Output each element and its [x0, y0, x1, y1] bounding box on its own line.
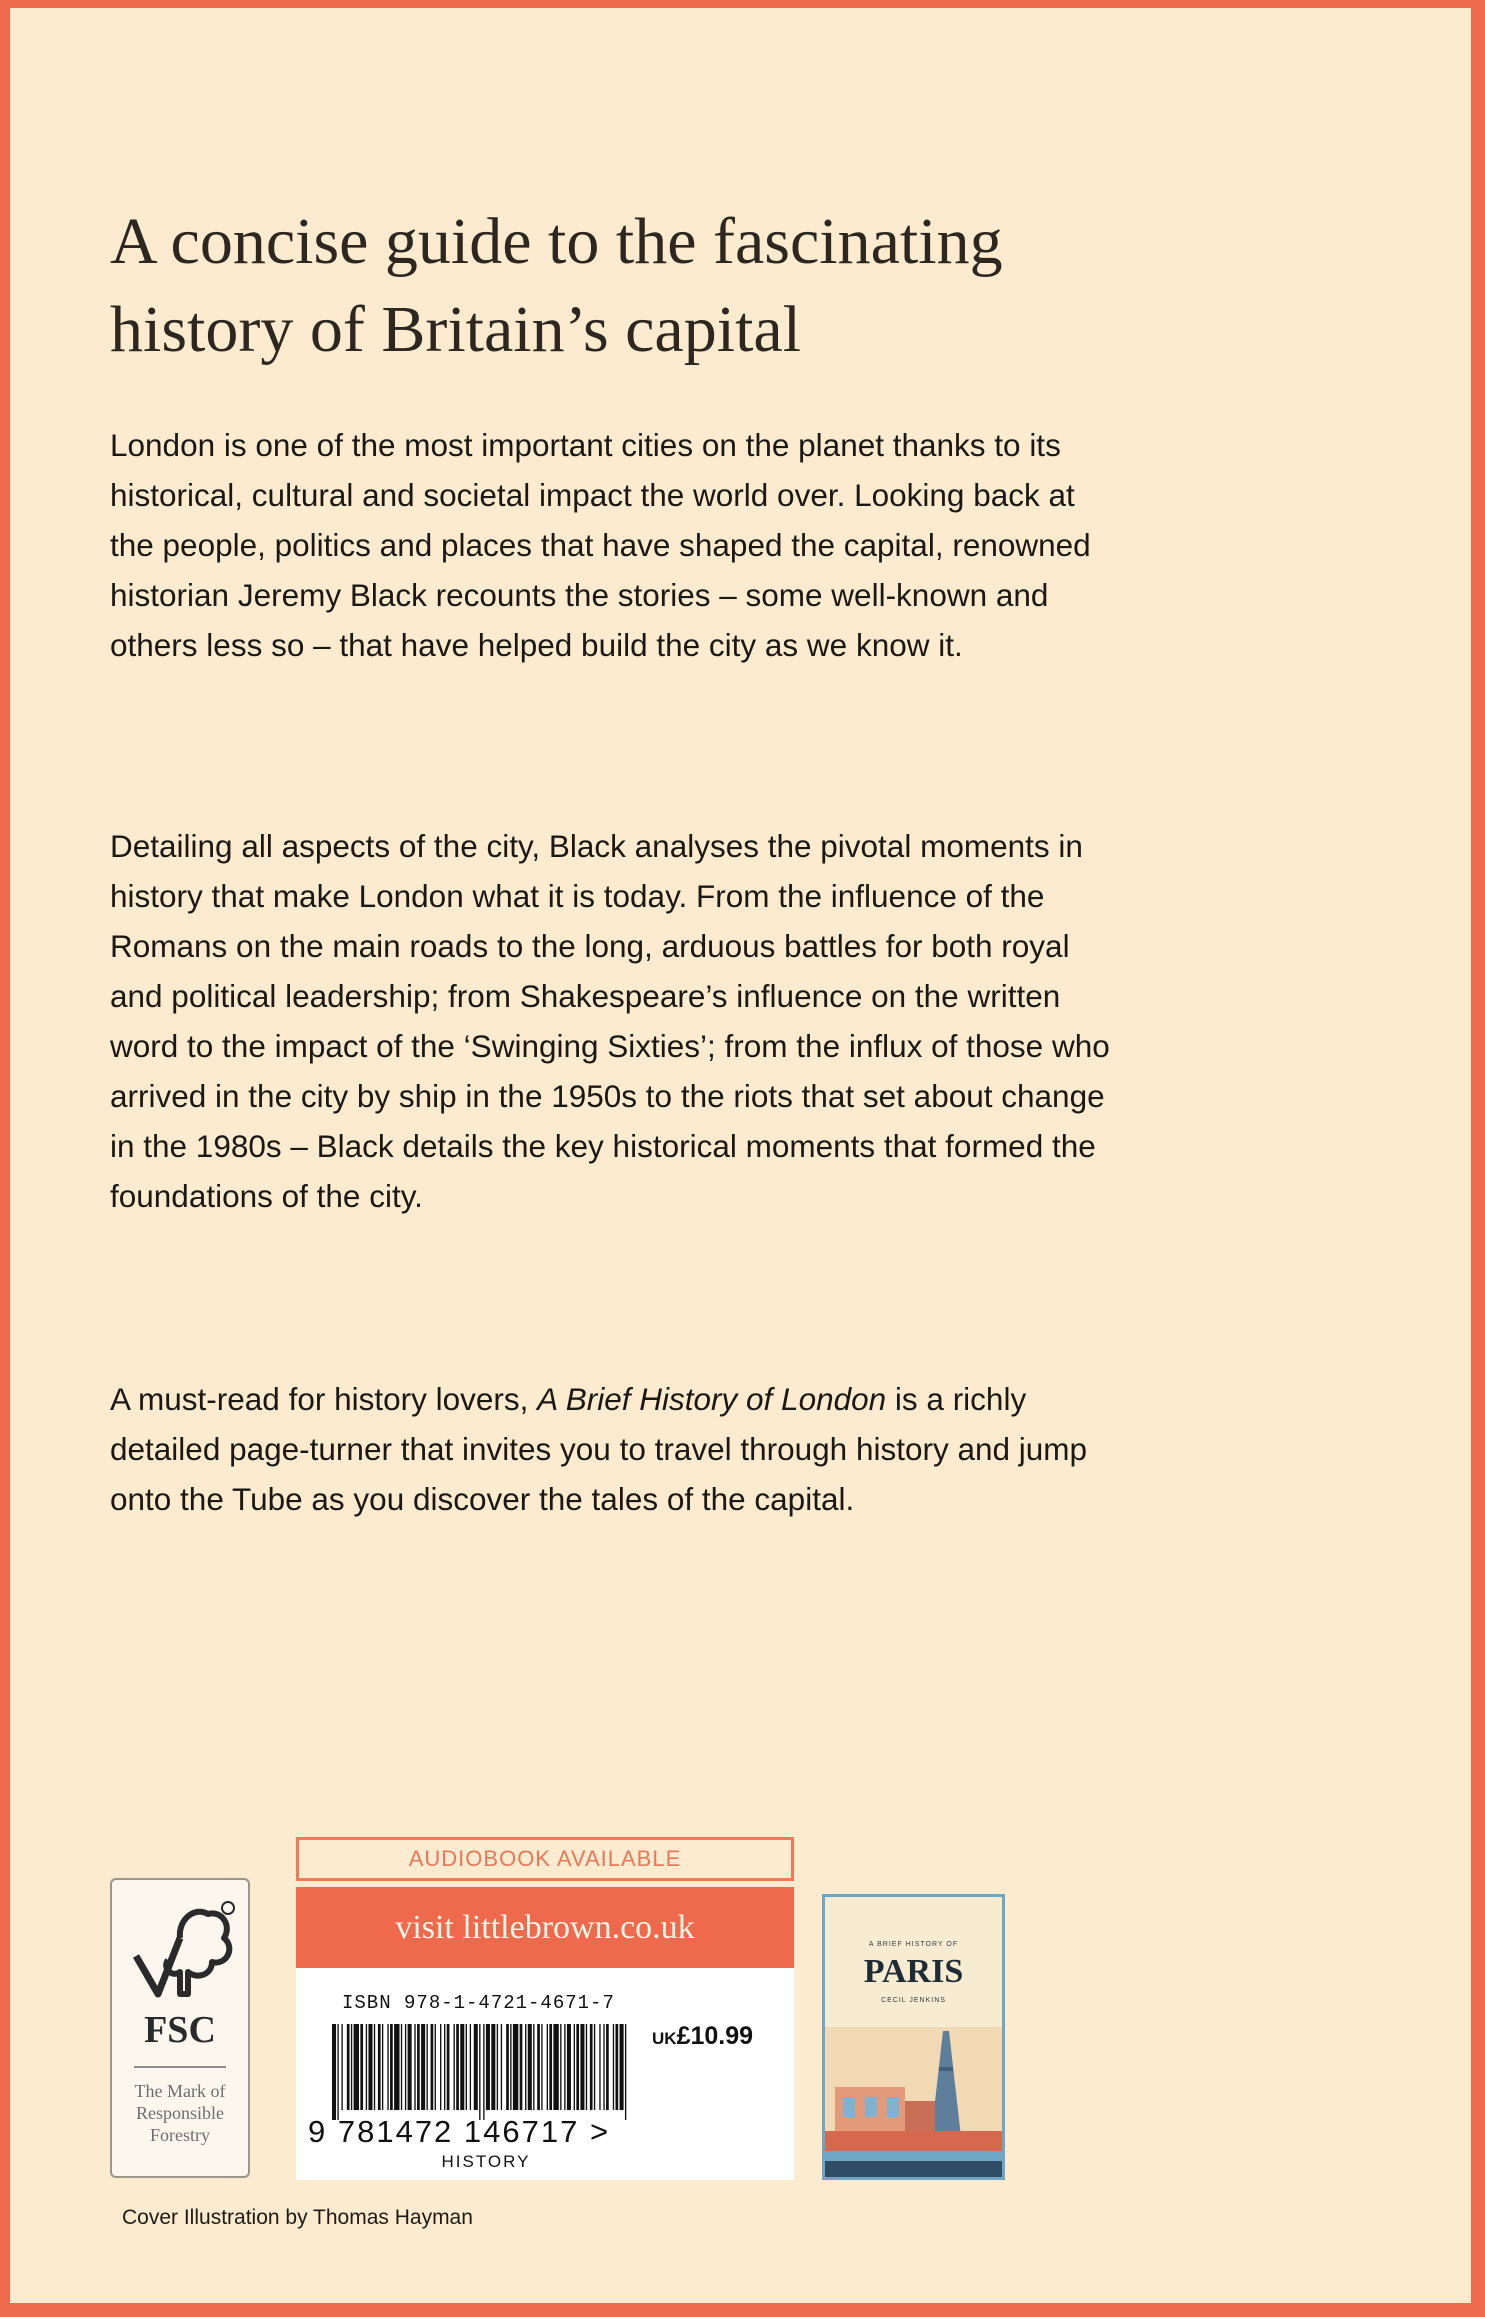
barcode-bar [435, 2024, 436, 2110]
barcode-bar [414, 2024, 415, 2110]
headline-line-2: history of Britain’s capital [110, 293, 802, 366]
barcode-bar [549, 2024, 552, 2110]
fsc-label: FSC [144, 2009, 216, 2051]
barcode-bar [474, 2024, 478, 2110]
barcode-bar [431, 2024, 434, 2110]
barcode-bar [466, 2024, 467, 2110]
barcode-bar [553, 2024, 558, 2110]
paris-series-heading: A BRIEF HISTORY OF [868, 1941, 959, 1948]
barcode-bar [387, 2024, 388, 2110]
barcode-bar [620, 2024, 624, 2110]
barcode-bar [594, 2024, 595, 2110]
barcode-graphic [332, 2024, 632, 2120]
barcode-panel [296, 1968, 794, 2180]
barcode-bar [378, 2024, 381, 2110]
barcode-bar [354, 2024, 359, 2110]
barcode-bar [491, 2024, 495, 2110]
cover-illustration-credit: Cover Illustration by Thomas Hayman [122, 2206, 473, 2229]
barcode-bar [520, 2024, 523, 2110]
barcode-bar [586, 2024, 587, 2110]
barcode-bar [368, 2024, 372, 2110]
price-region: UK [652, 2029, 677, 2048]
barcode-bar [337, 2024, 338, 2120]
barcode-bar [528, 2024, 532, 2110]
fsc-tree-icon [128, 1898, 236, 2006]
genre-label: HISTORY [441, 2152, 531, 2171]
barcode-bar [625, 2024, 626, 2120]
barcode-bar [332, 2024, 336, 2120]
barcode-bar [341, 2024, 342, 2110]
barcode-bar [537, 2024, 540, 2110]
barcode-bar [447, 2024, 450, 2110]
fsc-tagline-1: The Mark of [134, 2081, 226, 2101]
price-amount: £10.99 [676, 2022, 754, 2050]
barcode-bar [479, 2024, 480, 2120]
barcode-bar [510, 2024, 511, 2110]
barcode-bar [454, 2024, 455, 2110]
blurb-paragraph-3 [110, 1374, 1110, 1524]
barcode-bar [421, 2024, 425, 2110]
barcode-bar [347, 2024, 350, 2110]
blurb-paragraph-2: Detailing all aspects of the city, Black analyses the pivotal moments in history that make London what it is today. From the influence of the Romans on the main roads to the long, arduous battles for both royal and political leadership; from Shakespeare’s influence on the written word to the impact of the ‘Swinging Sixties’; from the influx of those who arrived in the city by ship in the 1950s to the riots that set about change in the 1980s – Black details the key historical moments that formed the foundations of the city. [110, 828, 1110, 1214]
barcode-number: 9 781472 146717 > [308, 2114, 611, 2149]
paris-author: CECIL JENKINS [881, 1997, 946, 2004]
barcode-bar [427, 2024, 428, 2110]
barcode-bar [564, 2024, 565, 2110]
blurb-rest: is a richly detailed page-turner that invites you to travel through history and jump onto the Tube as you discover the tales of the capital. [110, 1381, 1088, 1517]
barcode-bar [580, 2024, 584, 2110]
blurb-paragraph-1: London is one of the most important cities on the planet thanks to its historical, cultural and societal impact the world over. Looking back at the people, politics and places that have shaped the capital, renowned historian Jeremy Black recounts the stories – some well-known and others less so – that have helped build the city as we know it. [110, 427, 1091, 663]
barcode-bar [560, 2024, 561, 2110]
barcode-bar [533, 2024, 534, 2110]
paris-title: PARIS [863, 1953, 964, 1990]
barcode-bar [599, 2024, 600, 2110]
fsc-tagline [116, 2080, 244, 2146]
isbn: ISBN 978-1-4721-4671-7 [342, 1992, 615, 2014]
fsc-tagline-3: Forestry [150, 2125, 210, 2145]
audiobook-available-label: AUDIOBOOK AVAILABLE [296, 1837, 794, 1881]
barcode-bar [470, 2024, 471, 2110]
barcode-bar [382, 2024, 383, 2110]
barcode-bar [567, 2024, 571, 2110]
barcode-bar [405, 2024, 406, 2110]
barcode-bar [390, 2024, 393, 2110]
barcode-bar [574, 2024, 575, 2110]
paris-book-thumbnail [822, 1894, 1005, 2180]
barcode-bar [360, 2024, 363, 2110]
barcode-bar [417, 2024, 420, 2110]
barcode-bar [501, 2024, 502, 2110]
barcode-bar [408, 2024, 412, 2110]
barcode-bar [541, 2024, 542, 2110]
back-cover [10, 8, 1471, 2303]
barcode-bar [547, 2024, 548, 2110]
barcode-bar [351, 2024, 352, 2110]
blurb-lead: A must-read for history lovers, [110, 1381, 538, 1417]
barcode-bar [616, 2024, 619, 2110]
barcode-bar [576, 2024, 579, 2110]
barcode-bar [513, 2024, 518, 2110]
barcode-bar [366, 2024, 367, 2110]
barcode-bar [394, 2024, 399, 2110]
barcode-bar [444, 2024, 445, 2110]
barcode-bar [460, 2024, 464, 2110]
barcode-bar [613, 2024, 614, 2110]
fsc-tagline-2: Responsible [136, 2103, 224, 2123]
barcode-bar [486, 2024, 490, 2110]
barcode-bar [590, 2024, 593, 2110]
book-title: A Brief History of London [537, 1381, 887, 1417]
fsc-divider [134, 2066, 226, 2068]
barcode-bar [603, 2024, 604, 2110]
barcode-bar [456, 2024, 459, 2110]
barcode-bar [483, 2024, 484, 2120]
barcode-bar [401, 2024, 402, 2110]
fsc-logo [110, 1878, 250, 2178]
price [652, 2022, 753, 2051]
barcode-bar [506, 2024, 509, 2110]
barcode-bar [606, 2024, 609, 2110]
website-link[interactable]: visit littlebrown.co.uk [296, 1887, 794, 1968]
headline-line-1: A concise guide to the fascinating [110, 205, 1003, 278]
headline [110, 198, 1130, 374]
barcode-bar [374, 2024, 375, 2110]
barcode-bar [497, 2024, 498, 2110]
paris-illustration [825, 2027, 1002, 2177]
barcode-bar [525, 2024, 526, 2110]
barcode-bar [440, 2024, 441, 2110]
